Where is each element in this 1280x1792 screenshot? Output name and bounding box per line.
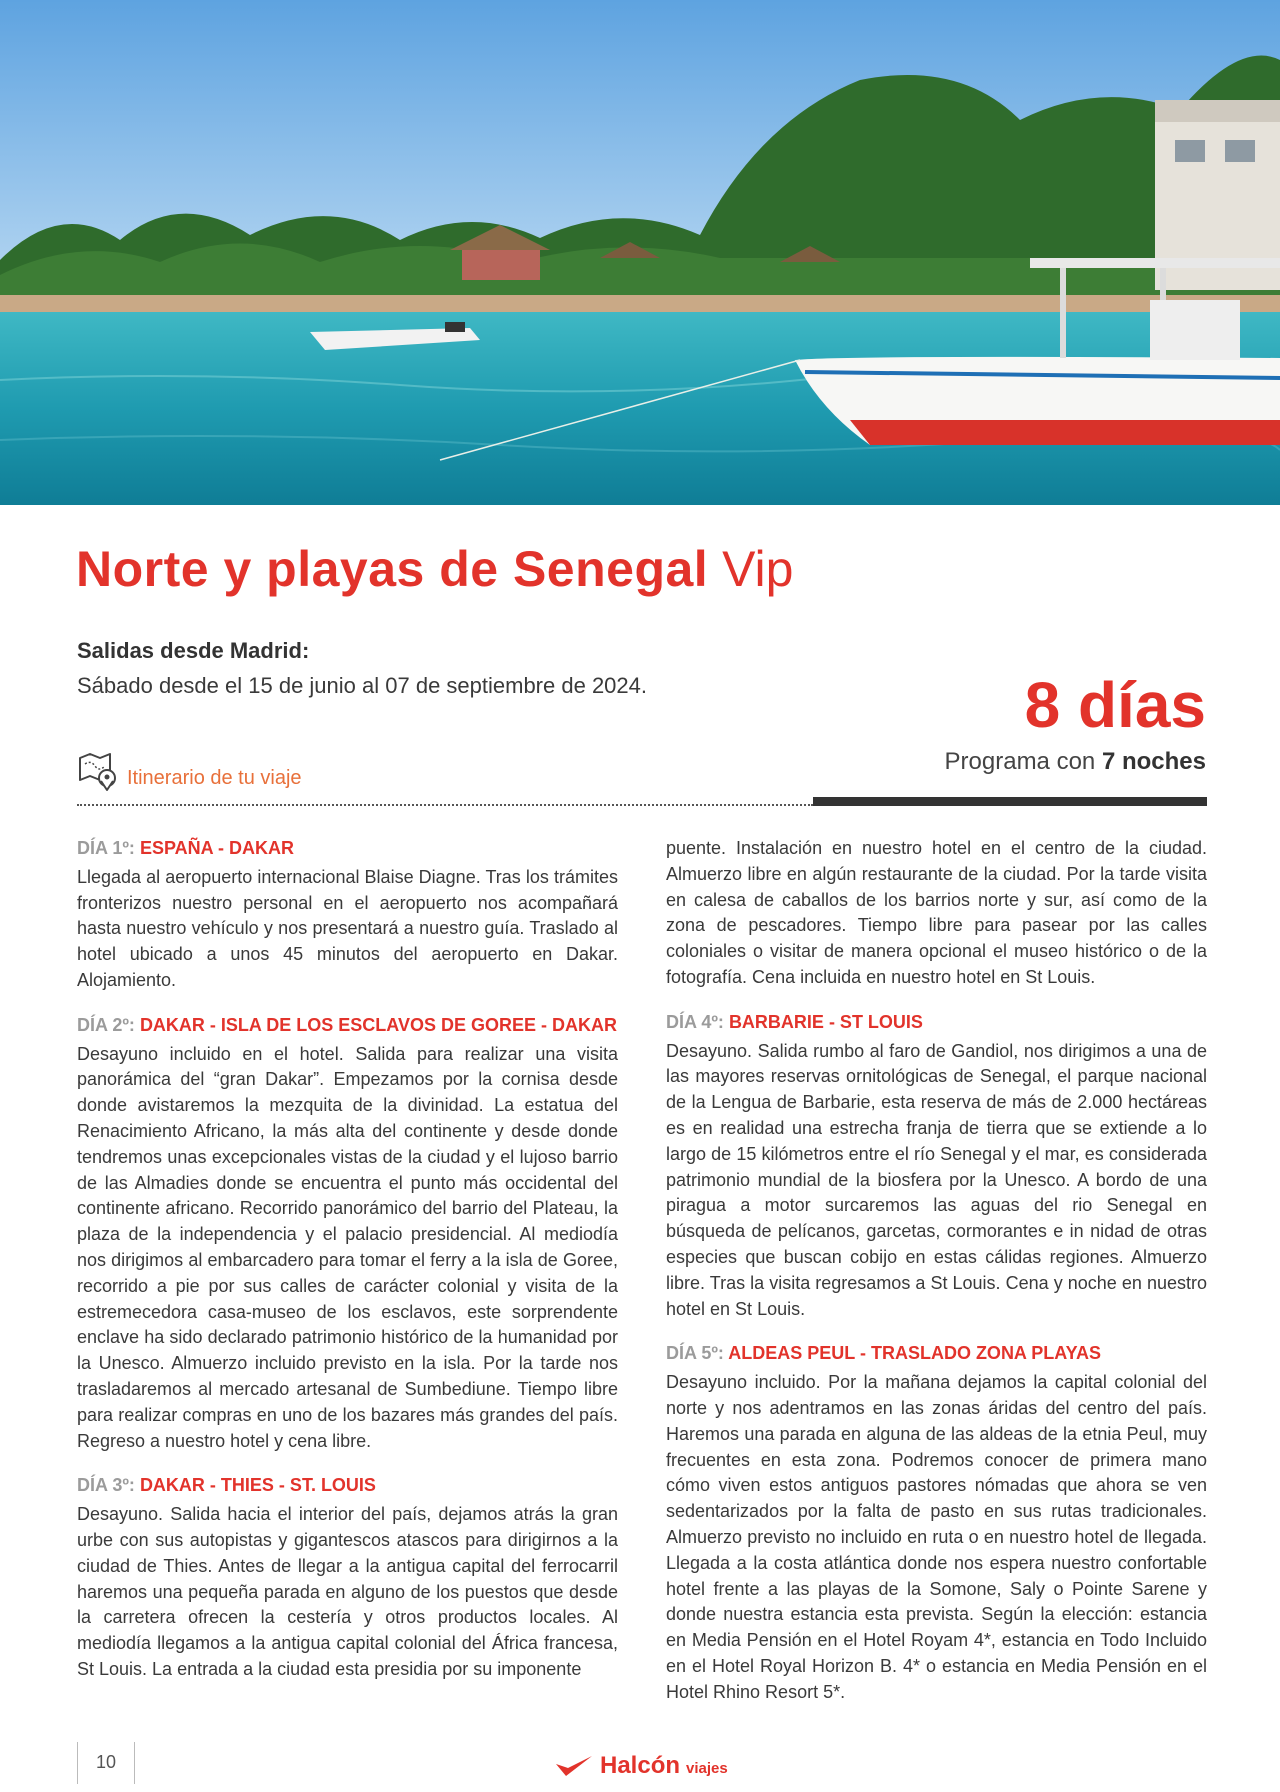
day-heading	[666, 1341, 1207, 1367]
day-number: DÍA 1º:	[77, 838, 135, 858]
day-heading	[77, 836, 618, 862]
day-number: DÍA 5º:	[666, 1343, 724, 1364]
program-nights-count: 7 noches	[1101, 748, 1206, 775]
title-suffix: Vip	[722, 541, 794, 597]
brand-sub: viajes	[686, 1760, 728, 1777]
day-text: Desayuno. Salida rumbo al faro de Gandiol, nos dirigimos a una de las mayores reservas ornitológicas de Senegal, el parque nacional de la Lengua de Barbarie, esta reserva de más de 2.000 hectáreas es en realidad una estrecha franja de tierra que se extiende a lo largo de 15 kilómetros entre el río Senegal y el mar, es considerada patrimonio mundial de la biosfera por la Unesco. A bordo de una piragua a motor surcaremos las aguas del rio Senegal en búsqueda de pelícanos, garcetas, cormorantes e in nidad de otras especies que buscan cobijo en estas cálidas regiones. Almuerzo libre. Tras la visita regresamos a St Louis. Cena y noche en nuestro hotel en St Louis.	[666, 1040, 1207, 1319]
day-route: BARBARIE - ST LOUIS	[728, 1011, 923, 1032]
day-4	[666, 1010, 1207, 1323]
beach-photo	[0, 0, 1280, 505]
day-text: Desayuno. Salida hacia el interior del país, dejamos atrás la gran urbe con sus autopistas y gigantescos atascos para dirigirnos a la ciudad de Thies. Antes de llegar a la antigua capital del ferrocarril haremos una pequeña parada en alguno de los puestos que desde la carretera ofrecen la cestería y otros productos locales. Al mediodía llegamos a la antigua capital colonial del África francesa, St Louis. La entrada a la ciudad esta presidia por su imponente	[77, 1504, 618, 1679]
dark-divider-bar	[813, 797, 1207, 806]
day-5	[666, 1341, 1207, 1705]
day-route: ESPAÑA - DAKAR	[139, 838, 294, 858]
day-number: DÍA 3º:	[77, 1475, 135, 1496]
departures-text: Sábado desde el 15 de junio al 07 de septiembre de 2024.	[77, 673, 647, 698]
duration-days: 8 días	[1024, 669, 1206, 741]
program-nights	[945, 748, 1206, 776]
halcon-logo	[554, 1752, 728, 1780]
day-route: DAKAR - ISLA DE LOS ESCLAVOS DE GOREE - DAKAR	[139, 1014, 617, 1035]
day-number: DÍA 2º:	[77, 1014, 135, 1035]
page-title	[76, 540, 793, 598]
day-heading	[77, 1013, 618, 1039]
day-heading	[666, 1010, 1207, 1036]
title-main: Norte y playas de Senegal	[76, 541, 709, 597]
map-pin-icon	[77, 750, 119, 792]
brand-name: Halcón	[600, 1752, 681, 1779]
day-number: DÍA 4º:	[666, 1011, 724, 1032]
day-3	[77, 1473, 618, 1682]
itinerary-label: Itinerario de tu viaje	[127, 766, 302, 789]
itinerary-column-right	[666, 836, 1207, 1725]
itinerary-header	[77, 750, 302, 792]
day-heading	[77, 1473, 618, 1499]
itinerary-column-left	[77, 836, 618, 1702]
day-route: ALDEAS PEUL - TRASLADO ZONA PLAYAS	[728, 1343, 1101, 1364]
program-prefix: Programa con	[944, 748, 1096, 775]
day-route: DAKAR - THIES - ST. LOUIS	[139, 1475, 376, 1496]
dotted-divider	[77, 804, 813, 806]
day-1	[77, 836, 618, 994]
day-3-continuation: puente. Instalación en nuestro hotel en el centro de la ciudad. Almuerzo libre en algún restaurante de la ciudad. Por la tarde visita en calesa de caballos de los barrios norte y sur, así como de la zona de pescadores. Tiempo libre para pasear por las calles coloniales o visitar de manera opcional el museo histórico o de la fotografía. Cena incluida en nuestro hotel en St Louis.	[666, 838, 1207, 987]
hero-image	[0, 0, 1280, 505]
day-text: Desayuno incluido en el hotel. Salida para realizar una visita panorámica del “gran Dakar”. Empezamos por la cornisa desde donde avistaremos la mezquita de la divinidad. La estatua del Renacimiento Africano, la más alta del continente y desde donde tendremos unas excepcionales vistas de la ciudad y el lujoso barrio de las Almadies donde se encuentra el punto más occidental del continente africano. Recorrido panorámico del barrio del Plateau, la plaza de la independencia y el palacio presidencial. Al mediodía nos dirigimos al embarcadero para tomar el ferry a la isla de Goree, recorrido a pie por sus calles de carácter colonial y visita de la estremecedora casa-museo de los esclavos, este sorprendente enclave ha sido declarado patrimonio histórico de la humanidad por la Unesco. Almuerzo incluido previsto en la isla. Por la tarde nos trasladaremos al mercado artesanal de Sumbediune. Tiempo libre para realizar compras en uno de los bazares más grandes del país. Regreso a nuestro hotel y cena libre.	[77, 1043, 618, 1451]
departures-label: Salidas desde Madrid:	[77, 638, 310, 663]
day-text: Desayuno incluido. Por la mañana dejamos la capital colonial del norte y nos adentramos en las zonas áridas del centro del país. Haremos una parada en alguna de las aldeas de la etnia Peul, muy frecuentes en esta zona. Podremos conocer de primera mano cómo viven estos antiguos pastores nómadas que ahora se ven sedentarizados por la falta de pasto en sus rutas tradicionales. Almuerzo previsto no incluido en ruta o en nuestro hotel de llegada. Llegada a la costa atlántica donde nos espera nuestro confortable hotel frente a las playas de la Somone, Saly o Pointe Sarene y donde nuestra estancia esta prevista. Según la elección: estancia en Media Pensión en el Hotel Royam 4*, estancia en Todo Incluido en el Hotel Royal Horizon B. 4* o estancia en Media Pensión en el Hotel Rhino Resort 5*.	[666, 1372, 1207, 1702]
day-2	[77, 1013, 618, 1455]
halcon-bird-icon	[554, 1754, 594, 1780]
day-text: Llegada al aeropuerto internacional Blaise Diagne. Tras los trámites fronterizos nuestro personal en el aeropuerto nos acompañará hasta nuestro vehículo y nos presentará a nuestro guía. Traslado al hotel ubicado a unos 45 minutos del aeropuerto en Dakar. Alojamiento.	[77, 866, 618, 990]
page-number: 10	[95, 1752, 117, 1772]
